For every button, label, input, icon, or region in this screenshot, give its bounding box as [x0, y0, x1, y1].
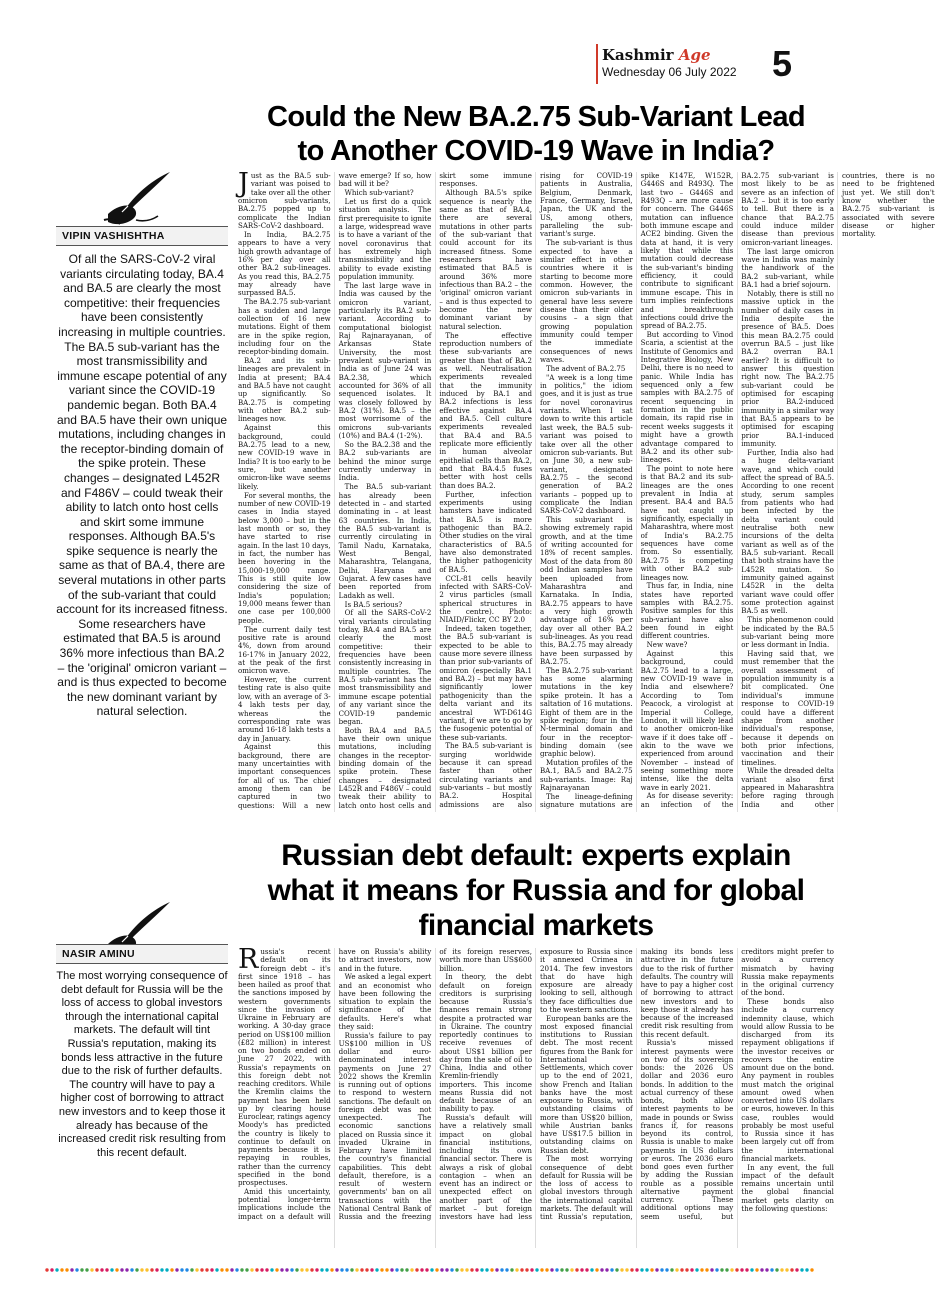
footer-dot [595, 1268, 598, 1271]
article-paragraph: Which sub-variant? [344, 188, 414, 198]
footer-dot [535, 1268, 538, 1271]
page-number: 5 [772, 43, 793, 84]
footer-dot [645, 1268, 648, 1271]
footer-dot [495, 1268, 498, 1271]
footer-dot [735, 1268, 738, 1271]
footer-dot [720, 1268, 723, 1271]
article-paragraph: Amid this uncertainty, potential longer-term implications include the impact on a default will have on Russia's ability to attract investors, now and in the future. [238, 947, 432, 1221]
article-paragraph: The BA.2.75 sub-variant has a sudden and large collection of 16 new mutations. Eight of them are in the spike region, including four on the receptor-binding domain. [238, 297, 331, 357]
pull-quote: Of all the SARS-CoV-2 viral variants circulating today, BA.4 and BA.5 are clearly the most competitive: their frequencies have been consistently increasing in multiple countries. The BA.5 sub-variant has the most transmissibility and immune escape potential of any variant since the COVID-19 pandemic began. Both BA.4 and BA.5 have their own unique mutations, including changes in the receptor-binding domain of the spike protein. These changes – designated L452R and F486V – could tweak their ability to latch onto host cells and skirt some immune responses. Although BA.5's spike sequence is nearly the same as that of BA.4, there are several mutations in other parts of the sub-variant that could account for its increased fitness. Some researchers have estimated that BA.5 is around 36% more infectious than BA.2 – the 'original' omicron variant – and is thus expected to become the new dominant variant by natural selection. [56, 252, 228, 719]
article-1-byline-sidebar [56, 160, 228, 780]
footer-dot [690, 1268, 693, 1271]
footer-dot [420, 1268, 423, 1271]
footer-dot [730, 1268, 733, 1271]
footer-dot [130, 1268, 133, 1271]
footer-dot [220, 1268, 223, 1271]
footer-dot [760, 1268, 763, 1271]
footer-dot [715, 1268, 718, 1271]
footer-dot [310, 1268, 313, 1271]
article-paragraph: Although BA.5's spike sequence is nearly the same as that of BA.4, there are several mutations in other parts of the sub-variant that could account for its increased fitness. Some researchers have estimated that BA.5 is around 36% more infectious than BA.2 – the 'original' omicron variant – and is thus expected to become the new dominant variant by natural selection. [439, 188, 532, 331]
footer-dot [275, 1268, 278, 1271]
article-paragraph: The last large omicron wave in India was mainly the handiwork of the BA.2 sub-variant, while BA.1 had a brief sojourn. [741, 246, 834, 289]
footer-dot [455, 1268, 458, 1271]
footer-dot [345, 1268, 348, 1271]
article-paragraph: The most worrying consequence of debt default for Russia will be the loss of access to global investors through the international capital markets. The default will tint Russia's reputation, making its bonds less attractive in the future due to the risk of further defaults. The country will have to pay a higher cost of borrowing to attract new investors and to keep those it already has because of the increased credit risk resulting from this recent default. [539, 947, 734, 1221]
footer-dot [125, 1268, 128, 1271]
footer-dot [190, 1268, 193, 1271]
footer-dot [235, 1268, 238, 1271]
article-paragraph: Russia's missed interest payments were on two of its sovereign bonds: the 2026 US dollar and 2036 euro bonds. In addition to the actual currency of these bonds, both allow interest payments to be made in pounds or Swiss francs if, for reasons beyond its control, Russia is unable to make payments in US dollars or euros. The 2036 euro bond goes even further by adding the Russian rouble as a possible alternative payment currency. These additional options may seem useful, but creditors might prefer to avoid a currency mismatch by having Russia make repayments in the original currency of the bond. [640, 947, 834, 1221]
footer-dot [120, 1268, 123, 1271]
article-paragraph: The BA.5 sub-variant has already been detected in – and started dominating in – at least 63 countries. In India, the BA.5 sub-variant is currently circulating in Tamil Nadu, Karnataka, West Bengal, Maharashtra, Telangana, Delhi, Haryana and Gujarat. A few cases have been reported from Ladakh as well. [338, 482, 432, 600]
article-paragraph: Let us first do a quick situation analysis. The first prerequisite to ignite a large, widespread wave is to have a variant of the novel coronavirus that has extremely high transmissibility and the ability to evade existing population immunity. [338, 197, 432, 282]
footer-dot [555, 1268, 558, 1271]
footer-dot [500, 1268, 503, 1271]
footer-dot [695, 1268, 698, 1271]
footer-dot [180, 1268, 183, 1271]
footer-dot [810, 1268, 813, 1271]
footer-dot [385, 1268, 388, 1271]
article-paragraph: Russia's failure to pay US$100 million in US dollar and euro-denominated interest payments on June 27 2022 shows the Kremlin is running out of options to respond to western sanctions. The default on foreign debt was not unexpected. The economic sanctions placed on Russia since it invaded Ukraine in February have limited the country's financial capabilities. This debt default, therefore, is a result of western governments' ban on all transactions with the National Central Bank of Russia and the freezing of its foreign reserves, worth more than US$600 billion. [338, 947, 532, 1221]
footer-dot [465, 1268, 468, 1271]
article-paragraph: Both BA.4 and BA.5 have their own unique mutations, including changes in the receptor-binding domain of the spike protein. These changes – designated L452R and F486V – could tweak their ability to latch onto host cells and skirt some immune responses. [338, 171, 532, 810]
footer-dot [195, 1268, 198, 1271]
footer-dot [460, 1268, 463, 1271]
footer-dot [150, 1268, 153, 1271]
footer-dot [315, 1268, 318, 1271]
article-paragraph: But according to Vinod Scaria, a scientist at the Institute of Genomics and Integrative Biology, New Delhi, there is no need to panic. While India has sequenced only a few samples with BA.2.75 of recent sequencing in formation in the public domain, its rapid rise in recent weeks suggests it might have a growth advantage compared to BA.2 and its other sub-lineages. [640, 330, 734, 465]
article-paragraph: European banks are the most exposed financial institutions to Russian debt. The most recent figures from the Bank for International Settlements, which cover up to the end of 2021, show French and Italian banks have the most exposure to Russia, with outstanding claims of more than US$20 billion, while Austrian banks have US$17.5 billion in outstanding claims on Russian debt. [539, 1013, 633, 1155]
article-paragraph: The current daily test positive rate is around 4%, down from around 16-17% in January 2022, at the peak of the first omicron wave. [238, 624, 331, 676]
footer-dot [365, 1268, 368, 1271]
footer-dot [135, 1268, 138, 1271]
footer-dot [540, 1268, 543, 1271]
footer-dot [805, 1268, 808, 1271]
footer-dot [370, 1268, 373, 1271]
footer-dot [145, 1268, 148, 1271]
footer-dot [50, 1268, 53, 1271]
footer-dot [320, 1268, 323, 1271]
footer-dot [270, 1268, 273, 1271]
footer-dot [215, 1268, 218, 1271]
article-2-headline [238, 838, 834, 943]
footer-dot [185, 1268, 188, 1271]
footer-dot [565, 1268, 568, 1271]
footer-dot [435, 1268, 438, 1271]
footer-dot [395, 1268, 398, 1271]
article-paragraph: Mutation profiles of the BA.1, BA.5 and BA.2.75 sub-variants. Image: Raj Rajnarayanan [539, 758, 633, 793]
footer-dot [725, 1268, 728, 1271]
footer-dot [225, 1268, 228, 1271]
article-paragraph: New wave? [646, 640, 688, 650]
article-1-body [238, 168, 935, 812]
footer-dot [245, 1268, 248, 1271]
article-2-body [238, 944, 834, 1248]
footer-dot [80, 1268, 83, 1271]
footer-dot [560, 1268, 563, 1271]
logo-accent: Age [678, 46, 711, 64]
footer-dot [450, 1268, 453, 1271]
article-paragraph: Of all the SARS-CoV-2 viral variants circulating today, BA.4 and BA.5 are clearly the most competitive: their frequencies have been consistently increasing in multiple countries. The BA.5 sub-variant has the most transmissibility and immune escape potential of any variant since the COVID-19 pandemic began. [338, 608, 432, 726]
footer-dot [635, 1268, 638, 1271]
footer-dot [445, 1268, 448, 1271]
footer-dot [70, 1268, 73, 1271]
footer-dot [405, 1268, 408, 1271]
footer-dot [100, 1268, 103, 1271]
article-paragraph: While the dreaded delta variant also first appeared in Maharashtra before raging through India and other countries, there is no need to be frightened just yet. We still don't know whether the BA.2.75 sub-variant is associated with severe disease or higher mortality. [741, 171, 935, 809]
footer-dot [550, 1268, 553, 1271]
article-paragraph: This subvariant is showing extremely rapid growth, and at the time of writing accounted for 18% of recent samples. Most of the data from 80 odd Indian samples have been uploaded from Maharashtra and Karnataka. In India, BA.2.75 appears to have a very high growth advantage of 16% per day over all other BA.2 sub-lineages. As you read this, BA.2.75 may already have been surpassed by BA.2.75. [539, 515, 633, 666]
footer-dot [740, 1268, 743, 1271]
article-1-headline [238, 100, 834, 168]
footer-dot [45, 1268, 48, 1271]
footer-dot [490, 1268, 493, 1271]
footer-dot [710, 1268, 713, 1271]
footer-dot [755, 1268, 758, 1271]
footer-dot [260, 1268, 263, 1271]
headline-line: Russian debt default: experts explain [281, 839, 791, 872]
footer-dot [510, 1268, 513, 1271]
newspaper-logo [596, 46, 711, 64]
footer-dot [795, 1268, 798, 1271]
footer-dot [670, 1268, 673, 1271]
author-name: NASIR AMINU [56, 944, 228, 964]
footer-dot [95, 1268, 98, 1271]
footer-dot [780, 1268, 783, 1271]
footer-dot [530, 1268, 533, 1271]
footer-dot [750, 1268, 753, 1271]
footer-dot [665, 1268, 668, 1271]
headline-line: Could the New BA.2.75 Sub-Variant Lead [267, 101, 805, 133]
article-paragraph: Just as the BA.5 sub-variant was poised to take over all the other omicron sub-variants, BA.2.75 popped up to complicate the Indian SARS-CoV-2 dashboard. [238, 168, 331, 231]
article-paragraph: The BA.5 sub-variant is surging worldwide because it can spread faster than other circulating variants and sub-variants – but mostly BA.2. Hospital admissions are also rising for COVID-19 patients in Australia, Belgium, Denmark, France, Germany, Israel, Japan, the UK and the US, among others, paralleling the sub-variant's surge. [439, 171, 633, 809]
footer-dot [325, 1268, 328, 1271]
footer-dot [605, 1268, 608, 1271]
article-paragraph: The effective reproduction numbers of these sub-variants are greater than that of BA.2 as well. Neutralisation experiments revealed that the immunity induced by BA.1 and BA.2 infections is less effective against BA.4 and BA.5. Cell culture experiments revealed that BA.4 and BA.5 replicate more efficiently in human alveolar epithelial cells than BA.2, and that BA.4.5 fuses better with host cells than does BA.2. [439, 330, 532, 490]
footer-dot [415, 1268, 418, 1271]
article-paragraph: The BA.2.75 sub-variant has some alarming mutations in the key spike protein. It has a saltation of 16 mutations. Eight of them are in the spike region; four in the N-terminal domain and four in the receptor-binding domain (see graphic below). [539, 665, 633, 759]
footer-dot [520, 1268, 523, 1271]
footer-dot [110, 1268, 113, 1271]
footer-dot [440, 1268, 443, 1271]
footer-dot [610, 1268, 613, 1271]
article-paragraph: In any event, the full impact of the default remains uncertain until the global financial market gets clarity on the following questions: [741, 1162, 834, 1213]
article-paragraph: In India, BA.2.75 appears to have a very high growth advantage of 16% per day over all other BA.2 sub-lineages. As you read this, BA.2.75 may already have surpassed BA.5. [238, 229, 331, 298]
masthead [596, 44, 786, 88]
footer-dot [625, 1268, 628, 1271]
footer-dot [250, 1268, 253, 1271]
headline-line: what it means for Russia and for global [267, 874, 805, 907]
footer-dot [295, 1268, 298, 1271]
article-paragraph: Is BA.5 serious? [344, 599, 403, 609]
footer-dot [630, 1268, 633, 1271]
footer-dot [360, 1268, 363, 1271]
footer-dot [410, 1268, 413, 1271]
footer-dot [505, 1268, 508, 1271]
footer-dot [330, 1268, 333, 1271]
article-paragraph: Against this background, could BA.2.75 lead to a new, new COVID-19 wave in India? It is too early to be sure, but another omicron-like wave seems likely. [238, 423, 331, 491]
footer-dot [140, 1268, 143, 1271]
footer-dot [685, 1268, 688, 1271]
issue-date: Wednesday 06 July 2022 [602, 65, 737, 79]
footer-dot [335, 1268, 338, 1271]
footer-dot [340, 1268, 343, 1271]
footer-dot [175, 1268, 178, 1271]
footer-dot [600, 1268, 603, 1271]
footer-dot [650, 1268, 653, 1271]
article-paragraph: The advent of BA.2.75 [545, 363, 626, 373]
footer-dot [350, 1268, 353, 1271]
article-paragraph: This phenomenon could be indicated by the BA.5 sub-variant being more or less dormant in India. [741, 615, 834, 650]
article-paragraph: The sub-variant is thus expected to have a similar effect in other countries where it is starting to become more common. However, the omicron sub-variants in general have less severe disease than their older cousins – a sign that growing population immunity could temper the immediate consequences of news waves. [539, 238, 633, 365]
footer-dot [290, 1268, 293, 1271]
article-paragraph: These bonds also include a currency indemnity clause, which would allow Russia to be discharged from its repayment obligations if the investor receives or recovers the entire amount due on the bond. Any payment in roubles must match the original amount owed when converted into US dollars or euros, however. In this case, roubles would probably be most useful to Russia since it has been largely cut off from the international financial markets. [741, 997, 834, 1163]
footer-dot [90, 1268, 93, 1271]
footer-dot [475, 1268, 478, 1271]
article-paragraph: We asked a legal expert and an economist who have been following the situation to explain the significance of the defaults. Here's what they said: [338, 972, 432, 1031]
footer-dot [585, 1268, 588, 1271]
footer-dot [255, 1268, 258, 1271]
footer-dot [165, 1268, 168, 1271]
footer-dot [705, 1268, 708, 1271]
logo-main: Kashmir [602, 46, 674, 64]
footer-dot [170, 1268, 173, 1271]
pull-quote: The most worrying consequence of debt default for Russia will be the loss of access to global investors through the international capital markets. The default will tint Russia's reputation, making its bonds less attractive in the future due to the risk of further defaults. The country will have to pay a higher cost of borrowing to attract new investors and to keep those it already has because of the increased credit risk resulting from this recent default. [56, 970, 228, 1159]
footer-dot [240, 1268, 243, 1271]
footer-dot [210, 1268, 213, 1271]
footer-dot [115, 1268, 118, 1271]
quill-hand-icon [100, 170, 178, 230]
footer-dot [55, 1268, 58, 1271]
article-paragraph: CCL-81 cells heavily infected with SARS-CoV-2 virus particles (small spherical structures in the centre). Photo: NIAID/Flickr, CC BY 2.0 [439, 573, 532, 625]
article-paragraph: Further, India also had a huge delta-variant wave, and which could affect the spread of BA.5. According to one recent study, serum samples from patients who had been infected by the delta variant could neutralise both new incursions of the delta variant as well as of the BA.5 sub-variant. Recall that both strains have the L452R mutation. So immunity gained against L452R in the delta variant wave could offer some protection against BA.5 as well. [741, 447, 834, 616]
footer-dot [280, 1268, 283, 1271]
headline-line: to Another COVID-19 Wave in India? [297, 135, 775, 167]
article-paragraph: The point to note here is that BA.2 and its sub-lineages are the ones prevalent in India at present. BA.4 and BA.5 have not caught up significantly, especially in Maharashtra, where most of India's BA.2.75 sequences have come from. So essentially, BA.2.75 is competing with other BA.2 sub-lineages now. [640, 464, 734, 582]
footer-dot [155, 1268, 158, 1271]
footer-dot [485, 1268, 488, 1271]
article-paragraph: As for disease severity: an infection of the BA.2.75 sub-variant is most likely to be as severe as an infection of BA.2 – but it is too early to tell. But there is a chance that BA.2.75 could induce milder disease than previous omicron-variant lineages. [640, 171, 834, 809]
article-paragraph: The lineage-defining signature mutations are spike K147E, W152R, G446S and R493Q. The last two – G446S and R493Q – are more cause for concern. The G446S mutation can influence both immune escape and ACE2 binding. Given the data at hand, it is very likely that while this mutation could decrease the sub-variant's binding efficiency, it could contribute to significant immune escape. This in turn implies reinfections and breakthrough infections could drive the spread of BA.2.75. [539, 171, 734, 810]
footer-dot [580, 1268, 583, 1271]
footer-dot [785, 1268, 788, 1271]
footer-dot [660, 1268, 663, 1271]
footer-dot [60, 1268, 63, 1271]
footer-dot [620, 1268, 623, 1271]
article-paragraph: However, the current testing rate is also quite low, with an average of 3-4 lakh tests per day, whereas the corresponding rate was around 16-18 lakh tests a day in January. [238, 675, 331, 743]
footer-dot [400, 1268, 403, 1271]
article-paragraph: "A week is a long time in politics," the idiom goes, and it is just as true for novel coronavirus variants. When I sat down to write this article last week, the BA.5 sub-variant was poised to take over all the other omicron sub-variants. But on June 30, a new sub-variant, designated BA.2.75 – the second generation of BA.2 variants – popped up to complicate the Indian SARS-CoV-2 dashboard. [539, 372, 633, 516]
article-paragraph: Having said that, we must remember that the overall assessment of population immunity is a bit complicated. One individual's immune response to COVID-19 could have a different shape from another individual's response, because it depends on both prior infections, vaccination and their timelines. [741, 649, 834, 767]
article-paragraph: Against this background, could BA.2.75 lead to a large, new COVID-19 wave in India and elsewhere? According to Tom Peacock, a virologist at Imperial College, London, it will likely lead to another omicron-like wave if it does take off – akin to the wave we experienced from around November – instead of seeing something more intense, like the delta wave in early 2021. [640, 649, 734, 792]
footer-dot [480, 1268, 483, 1271]
headline-line: financial markets [418, 909, 654, 942]
article-paragraph: The last large wave in India was caused by the omicron variant, particularly its BA.2 sub-variant. According to computational biologist Raj Rajnarayanan, of Arkansas State University, the most prevalent sub-variant in India as of June 24 was BA.2.38, which accounted for 36% of all sequenced isolates. It was closely followed by BA.2 (31%). BA.5 – the most worrisome of the omicrons sub-variants (10%) and BA.4 (1-2%). [338, 280, 432, 441]
footer-dot [470, 1268, 473, 1271]
footer-dot [230, 1268, 233, 1271]
footer-dot [775, 1268, 778, 1271]
footer-dot [390, 1268, 393, 1271]
footer-dot [200, 1268, 203, 1271]
footer-dot [545, 1268, 548, 1271]
footer-dot [800, 1268, 803, 1271]
article-paragraph: BA.2 and its sub-lineages are prevalent in India at present; BA.4 and BA.5 have not caught up significantly. So BA.2.75 is competing with other BA.2 sub-lineages now. [238, 356, 331, 424]
footer-dot [285, 1268, 288, 1271]
footer-dot [570, 1268, 573, 1271]
footer-dot [655, 1268, 658, 1271]
footer-dot [615, 1268, 618, 1271]
footer-dot-strip [44, 1266, 814, 1274]
footer-dot [160, 1268, 163, 1271]
footer-dot [700, 1268, 703, 1271]
footer-dot [675, 1268, 678, 1271]
author-name: VIPIN VASHISHTHA [56, 226, 228, 246]
footer-dot [745, 1268, 748, 1271]
article-paragraph: Notably, there is still no massive uptick in the number of daily cases in India despite the presence of BA.5. Does this mean BA.2.75 could overrun BA.5 – just like BA.2 overran BA.1 earlier? It is difficult to answer this question right now. The BA.2.75 sub-variant could be optimised for escaping prior BA.2-induced immunity in a similar way that BA.5 appears to be optimised for escaping prior BA.1-induced immunity. [741, 288, 834, 448]
article-paragraph: So the BA.2.38 and the BA.2 sub-variants are behind the minor surge currently underway in India. [338, 440, 432, 483]
footer-dot [590, 1268, 593, 1271]
footer-dot [265, 1268, 268, 1271]
article-paragraph: Russia's default will have a relatively small impact on global financial institutions, including its own financial sector. There is always a risk of global contagion – when an event has an indirect or unexpected effect on another part of the market – but foreign investors have had less exposure to Russia since it annexed Crimea in 2014. The few investors that do have high exposure are already looking to sell, although they face difficulties due to the western sanctions. [439, 947, 633, 1221]
footer-dot [430, 1268, 433, 1271]
footer-dot [75, 1268, 78, 1271]
footer-dot [575, 1268, 578, 1271]
article-paragraph: Indeed, taken together, the BA.5 sub-variant is expected to be able to cause more severe illness than prior sub-variants of omicron (especially BA.1 and BA.2) – but may have significantly lower pathogenicity than the delta variant and its ancestral WT-D614G variant, if we are to go by the fusogenic potential of these sub-variants. [439, 624, 532, 742]
footer-dot [680, 1268, 683, 1271]
footer-dot [770, 1268, 773, 1271]
footer-dot [65, 1268, 68, 1271]
footer-dot [305, 1268, 308, 1271]
footer-dot [640, 1268, 643, 1271]
footer-dot [425, 1268, 428, 1271]
article-2-byline-sidebar [56, 900, 228, 1220]
footer-dot [355, 1268, 358, 1271]
article-paragraph: Russia's recent default on its foreign debt – it's first since 1918 – has been hailed as proof that the sanctions imposed by western governments since the invasion of Ukraine in February are working. A 30-day grace period on US$100 million (£82 million) in interest on two bonds ended on June 27 2022, with Russia's repayments on this foreign debt not reaching creditors. While the Kremlin claims the payment has been held up by clearing house Euroclear, ratings agency Moody's has predicted the country is likely to continue to default on payments because it is repaying in roubles, rather than the currency specified in the bond prospectuses. [238, 944, 331, 1187]
article-paragraph: For several months, the number of new COVID-19 cases in India stayed below 3,000 – but in the last month or so, they have started to rise again. In the last 10 days, in fact, the number has been hovering in the 15,000-19,000 range. This is still quite low considering the size of India's population; 19,000 means fewer than one case per 100,000 people. [238, 490, 331, 625]
footer-dot [300, 1268, 303, 1271]
footer-dot [375, 1268, 378, 1271]
footer-dot [380, 1268, 383, 1271]
article-paragraph: Thus far, in India, nine states have reported samples with BA.2.75. Positive samples for this sub-variant have also been found in eight different countries. [640, 581, 734, 641]
article-paragraph: Against this background, there are many uncertainties with important consequences for all of us. The chief among them can be captured in two questions: Will a new wave emerge? If so, how bad will it be? [238, 171, 432, 810]
footer-dot [85, 1268, 88, 1271]
footer-dot [790, 1268, 793, 1271]
footer-dot [205, 1268, 208, 1271]
article-paragraph: Further, infection experiments using hamsters have indicated that BA.5 is more pathogenic than BA.2. Other studies on the viral characteristics of BA.5 have also demonstrated the higher pathogenicity of BA.5. [439, 489, 532, 574]
footer-dot [105, 1268, 108, 1271]
footer-dot [525, 1268, 528, 1271]
article-paragraph: In theory, the debt default on foreign creditors is surprising because Russia's finances remain strong despite a protracted war in Ukraine. The country reportedly continues to receive revenues of about US$1 billion per day from the sale of oil to China, India and other Kremlin-friendly importers. This income means Russia did not default because of an inability to pay. [439, 972, 532, 1114]
footer-dot [515, 1268, 518, 1271]
footer-dot [765, 1268, 768, 1271]
